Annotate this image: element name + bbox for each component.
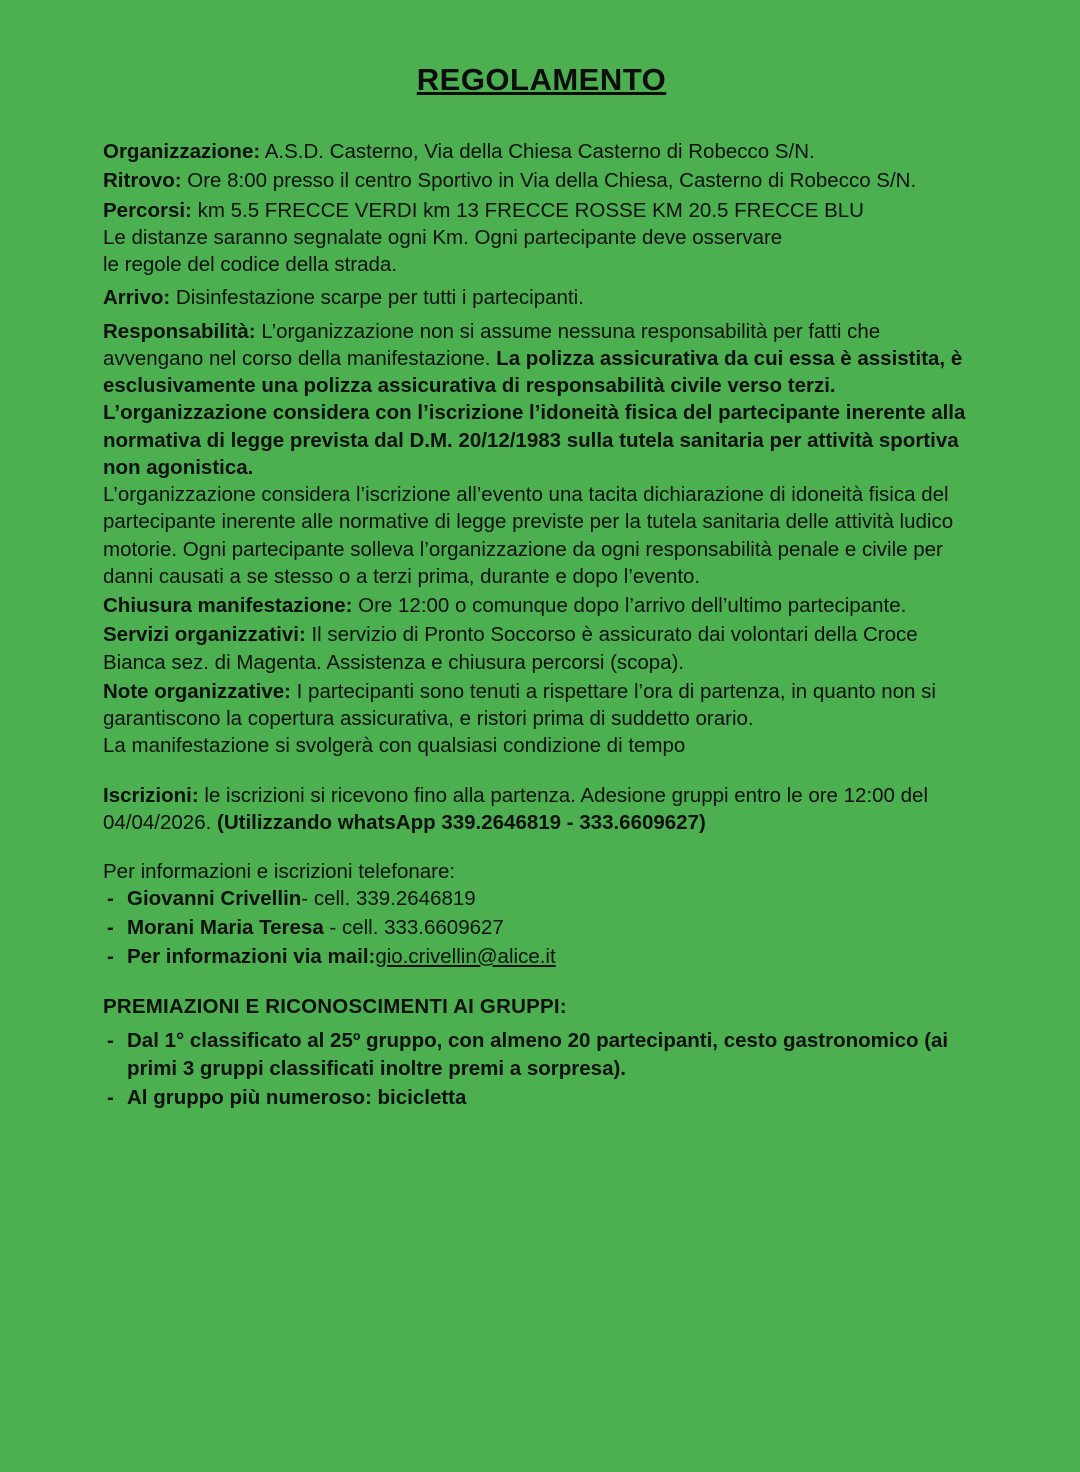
responsabilita-paragraph (103, 318, 980, 482)
contatti-list (103, 885, 980, 971)
section-iscrizioni (103, 782, 980, 837)
iscrizioni-label: Iscrizioni: (103, 783, 199, 807)
prize-text: Dal 1° classificato al 25º gruppo, con almeno 20 partecipanti, cesto gastronomico (ai primi 3 gruppi classificati inoltre premi a sorpresa). (127, 1028, 949, 1081)
premiazioni-list (103, 1027, 980, 1113)
contact-name: Giovanni Crivellin (127, 887, 302, 911)
iscrizioni-text-normal: le iscrizioni si ricevono fino alla partenza. Adesione gruppi entro le ore 12:00 del 04/04/2026. (103, 783, 929, 834)
section-ritrovo (103, 167, 980, 194)
percorsi-line (103, 197, 980, 224)
note-label: Note organizzative: (103, 679, 291, 703)
percorsi-text-2: Le distanze saranno segnalate ogni Km. Ogni partecipante deve osservare (103, 225, 783, 249)
contact-detail: - cell. 339.2646819 (301, 887, 476, 911)
responsabilita-text-normal-2: L’organizzazione considera l’iscrizione all’evento una tacita dichiarazione di idoneità fisica del partecipante inerente alle normative di legge previste per la tutela sanitaria delle attività ludico motorie. Ogni partecipante solleva l’organizzazione da ogni responsabilità penale e civile per danni causati a se stesso o a terzi prima, durante e dopo l’evento. (103, 483, 954, 588)
servizi-text: Il servizio di Pronto Soccorso è assicurato dai volontari della Croce Bianca sez. di Magenta. Assistenza e chiusura percorsi (scopa). (103, 623, 918, 674)
list-item (103, 914, 980, 943)
contact-name: Morani Maria Teresa (127, 915, 330, 939)
servizi-line (103, 621, 980, 676)
prize-text: Al gruppo più numeroso: bicicletta (127, 1085, 467, 1109)
dash-bullet-icon: - (107, 1028, 114, 1052)
section-servizi (103, 621, 980, 676)
percorsi-text-3: le regole del codice della strada. (103, 253, 398, 276)
section-arrivo (103, 284, 980, 311)
dash-bullet-icon: - (107, 1085, 114, 1109)
percorsi-label: Percorsi: (103, 198, 192, 222)
section-percorsi (103, 197, 980, 279)
ritrovo-label: Ritrovo: (103, 169, 182, 193)
section-responsabilita (103, 318, 980, 591)
iscrizioni-whatsapp: (Utilizzando whatsApp 339.2646819 - 333.6609627) (217, 810, 706, 834)
arrivo-line (103, 284, 980, 311)
arrivo-label: Arrivo: (103, 286, 171, 310)
email-link[interactable]: gio.crivellin@alice.it (375, 944, 556, 968)
premiazioni-heading: PREMIAZIONI E RICONOSCIMENTI AI GRUPPI: (103, 995, 567, 1019)
contact-line (127, 914, 504, 943)
responsabilita-text-bold: La polizza assicurativa da cui essa è assistita, è esclusivamente una polizza assicurativa di responsabilità civile verso terzi. L’organizzazione considera con l’iscrizione l’idoneità fisica del partecipante inerente alla normativa di legge prevista dal D.M. 20/12/1983 sulla tutela sanitaria per attività sportiva non agonistica. (103, 346, 966, 479)
list-item (103, 885, 980, 914)
list-item (103, 1084, 980, 1113)
note-line (103, 678, 980, 733)
section-chiusura (103, 592, 980, 619)
list-item (103, 1027, 980, 1084)
dash-bullet-icon: - (107, 887, 114, 911)
responsabilita-text-normal-1: L’organizzazione non si assume nessuna responsabilità per fatti che avvengano nel corso della manifestazione. (103, 319, 881, 370)
ritrovo-text: Ore 8:00 presso il centro Sportivo in Via della Chiesa, Casterno di Robecco S/N. (181, 169, 917, 193)
page-title: REGOLAMENTO (416, 62, 667, 97)
servizi-label: Servizi organizzativi: (103, 623, 306, 647)
section-organizzazione (103, 138, 980, 165)
chiusura-label: Chiusura manifestazione: (103, 594, 353, 617)
contact-line (127, 943, 556, 972)
dash-bullet-icon: - (107, 915, 114, 939)
section-premiazioni (103, 993, 980, 1112)
chiusura-text: Ore 12:00 o comunque dopo l’arrivo dell’ultimo partecipante. (352, 594, 907, 617)
section-contatti (103, 858, 980, 971)
organizzazione-line (103, 138, 980, 165)
chiusura-line (103, 592, 980, 619)
contact-line (127, 885, 476, 914)
contact-name: Per informazioni via mail: (127, 944, 376, 968)
responsabilita-label: Responsabilità: (103, 319, 256, 343)
contatti-intro: Per informazioni e iscrizioni telefonare: (103, 860, 456, 883)
note-text: I partecipanti sono tenuti a rispettare l’ora di partenza, in quanto non si garantiscono la copertura assicurativa, e ristori prima di suddetto orario. (103, 679, 936, 730)
dash-bullet-icon: - (107, 944, 114, 968)
ritrovo-line (103, 167, 980, 194)
organizzazione-text: A.S.D. Casterno, Via della Chiesa Casterno di Robecco S/N. (260, 140, 815, 163)
section-note (103, 678, 980, 760)
iscrizioni-line (103, 782, 980, 837)
contact-detail: - cell. 333.6609627 (329, 915, 504, 939)
note-text-2: La manifestazione si svolgerà con qualsiasi condizione di tempo (103, 734, 686, 758)
percorsi-text: km 5.5 FRECCE VERDI km 13 FRECCE ROSSE KM 20.5 FRECCE BLU (191, 198, 864, 222)
organizzazione-label: Organizzazione: (103, 140, 261, 163)
list-item (103, 943, 980, 972)
arrivo-text: Disinfestazione scarpe per tutti i partecipanti. (170, 286, 584, 310)
